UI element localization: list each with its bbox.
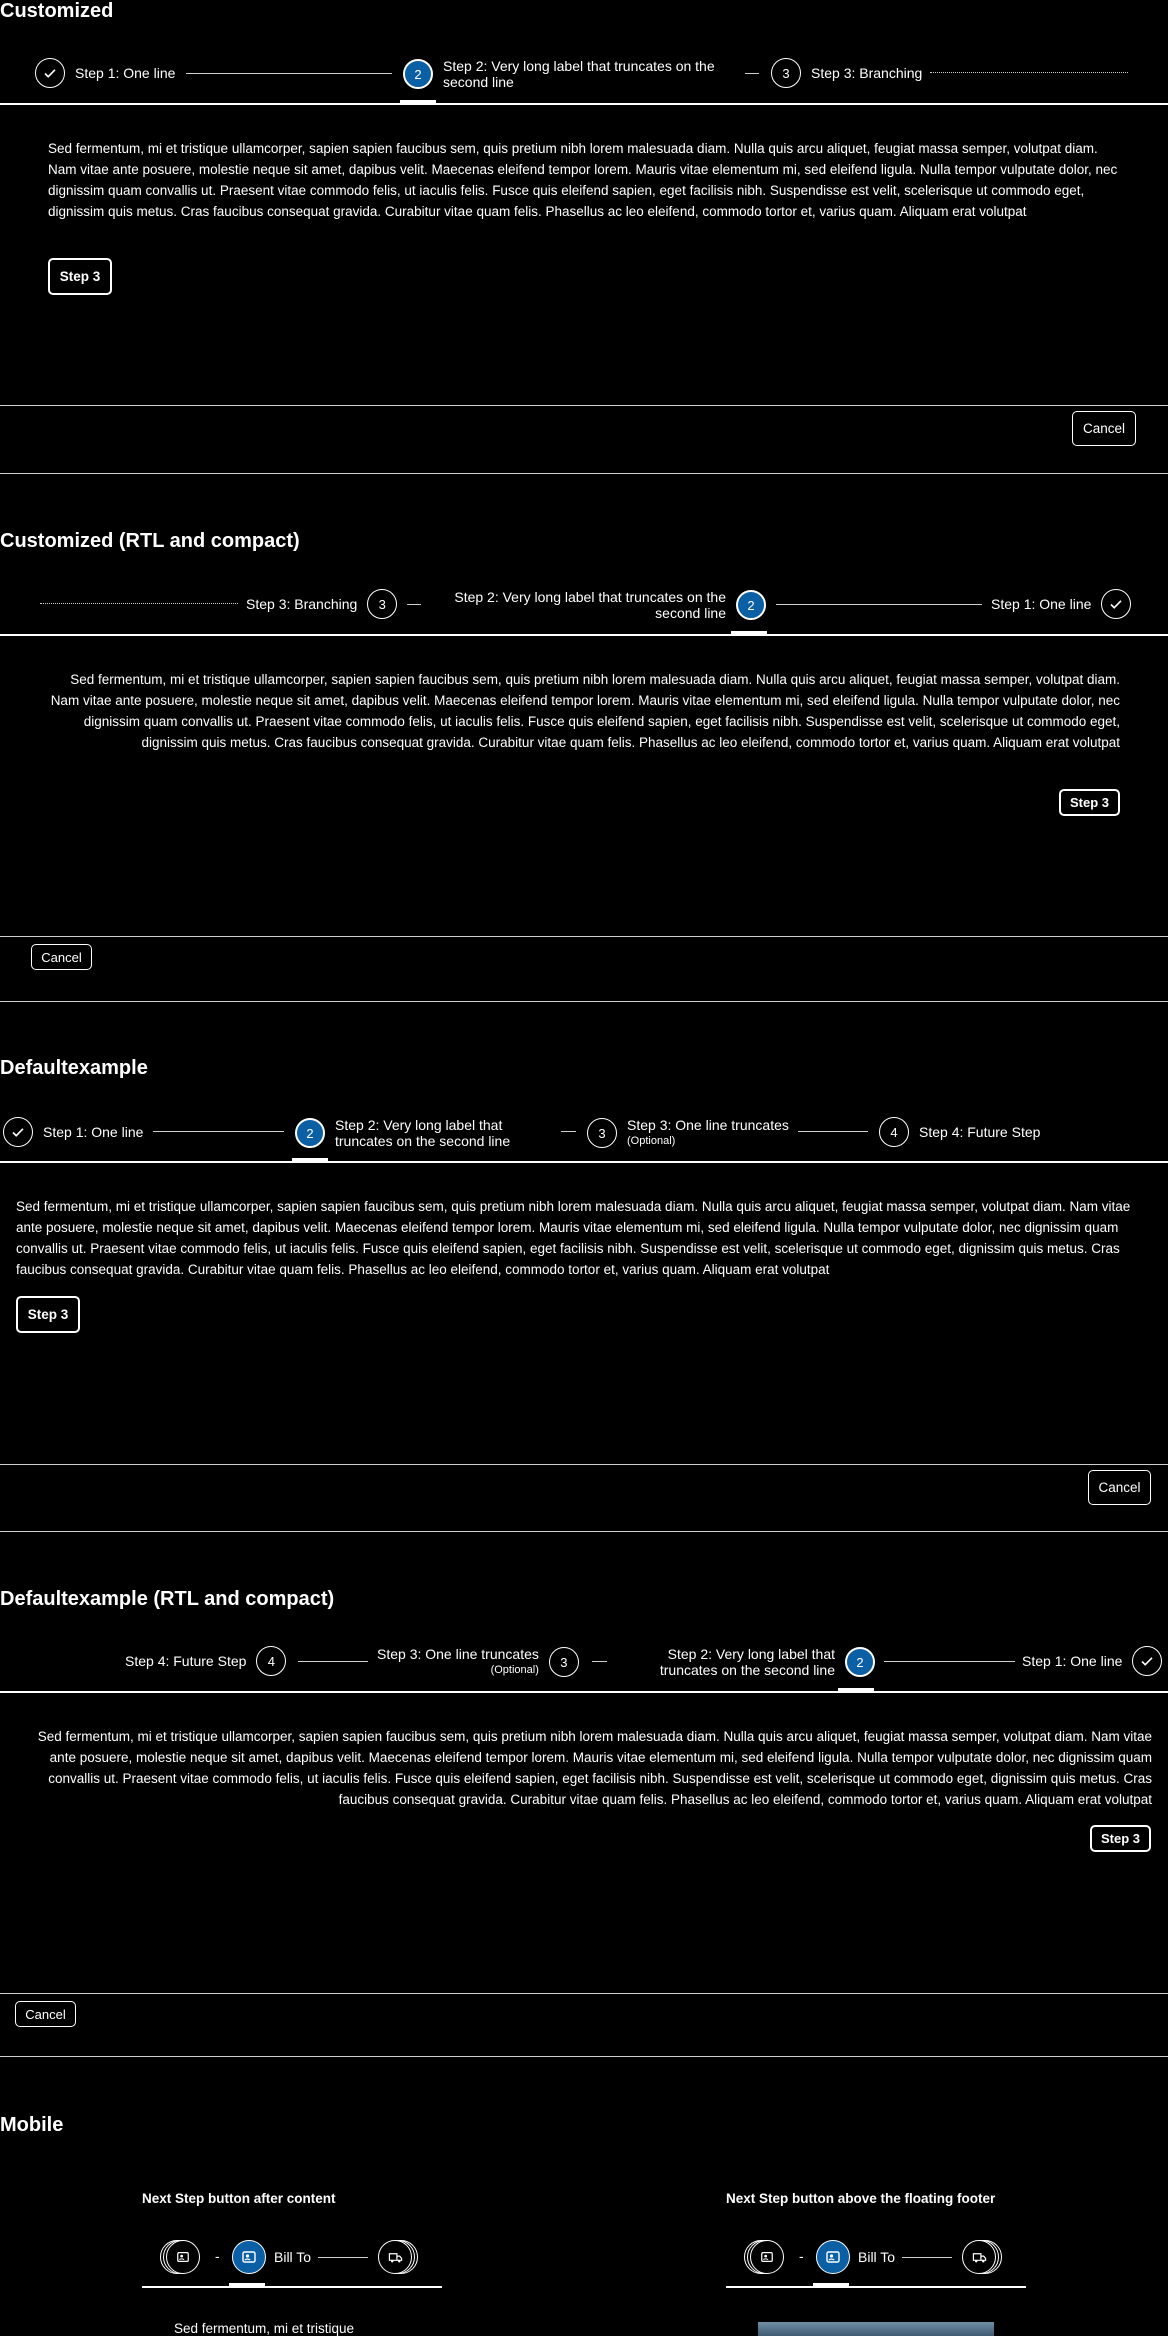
step-1[interactable] (3, 1117, 143, 1147)
step-connector (592, 1661, 607, 1662)
step-label: Step 4: Future Step (919, 1124, 1041, 1140)
cancel-button[interactable]: Cancel (31, 944, 92, 970)
step-3[interactable] (771, 58, 922, 88)
section-divider (0, 1531, 1168, 1532)
mobile-demo-title: Next Step button after content (142, 2191, 336, 2206)
step-connector (884, 1661, 1015, 1662)
step-connector (798, 1131, 868, 1132)
step-optional-label: (Optional) (627, 1135, 676, 1147)
step-label: Step 4: Future Step (125, 1653, 247, 1669)
step-bill-to-active[interactable] (816, 2240, 895, 2274)
footer-divider (0, 936, 1168, 937)
stepper-divider (0, 103, 1168, 105)
section-title-default-rtl: Defaultexample (RTL and compact) (0, 1588, 335, 1610)
step-3-button[interactable]: Step 3 (16, 1296, 80, 1333)
contact-card-icon (166, 2240, 200, 2274)
step-3-button[interactable]: Step 3 (1090, 1825, 1151, 1852)
stepper-divider (0, 1161, 1168, 1163)
cancel-button[interactable]: Cancel (1072, 411, 1136, 446)
step-label: Step 3: One line truncates (377, 1646, 539, 1662)
active-step-indicator (229, 2283, 265, 2287)
content-image (758, 2322, 994, 2336)
stepper-divider (0, 634, 1168, 636)
step-number: 3 (587, 1118, 617, 1148)
step-optional-label: (Optional) (490, 1664, 539, 1676)
step-3[interactable] (246, 589, 397, 619)
step-label: Step 1: One line (991, 596, 1092, 612)
step-connector (153, 1131, 284, 1132)
step-number: 3 (367, 589, 397, 619)
step-connector (407, 604, 421, 605)
check-icon (3, 1117, 33, 1147)
step-2-active[interactable] (403, 58, 733, 90)
step-4[interactable] (125, 1646, 286, 1676)
step-4[interactable] (879, 1117, 1040, 1147)
step-label: Step 2: Very long label that truncates on the second line (659, 1646, 835, 1678)
step-label: Step 3: Branching (811, 65, 923, 81)
stepper-divider (726, 2286, 1026, 2288)
truck-icon (378, 2240, 412, 2274)
section-divider (0, 2056, 1168, 2057)
stepper-divider (142, 2286, 442, 2288)
step-connector (776, 604, 982, 605)
check-icon (1101, 589, 1131, 619)
previous-steps-stack[interactable] (160, 2240, 200, 2274)
section-title-default: Defaultexample (0, 1057, 148, 1079)
step-connector-dotted (930, 72, 1128, 73)
check-icon (1132, 1646, 1162, 1676)
step-number: 2 (845, 1647, 875, 1677)
contact-card-icon (232, 2240, 266, 2274)
footer-divider (0, 1993, 1168, 1994)
content-paragraph: Sed fermentum, mi et tristique ullamcorper, sapien sapien faucibus sem, quis pretium nibh lorem malesuada diam. Nulla quis arcu aliquet, feugiat massa semper, volutpat diam. Nam vitae ante posuere, molestie neque sit amet, dapibus velit. Maecenas eleifend tempor lorem. Mauris vitae elementum mi, sed eleifend ligula. Nulla tempor vulputate dolor, nec dignissim quam convallis ut. Praesent vitae commodo felis, ut iaculis felis. Fusce quis eleifend sapien, eget facilisis nibh. Suspendisse est velit, scelerisque ut commodo eget, dignissim quis metus. Cras faucibus consequat gravida. Curabitur vitae quam felis. Phasellus ac leo eleifend, commodo tortor et, varius quam. Aliquam erat volutpat (50, 672, 1120, 750)
step-label: Step 1: One line (1022, 1653, 1123, 1669)
section-title-customized: Customized (0, 0, 114, 22)
step-connector (745, 73, 759, 74)
step-2-active[interactable] (295, 1117, 530, 1149)
step-label: Step 2: Very long label that truncates on the second line (454, 589, 726, 621)
step-label: Step 3: Branching (246, 596, 358, 612)
step-2-active[interactable] (434, 589, 766, 621)
next-steps-stack[interactable] (378, 2240, 418, 2274)
step-label: Step 2: Very long label that truncates on the second line (443, 58, 715, 90)
step-label: Step 3: One line truncates (627, 1117, 789, 1133)
section-divider (0, 473, 1168, 474)
stepper-divider (0, 1691, 1168, 1693)
step-number: 3 (549, 1647, 579, 1677)
mobile-demo-title: Next Step button above the floating footer (726, 2191, 996, 2206)
step-label: Bill To (858, 2249, 896, 2265)
step-number: 4 (879, 1117, 909, 1147)
truck-icon (962, 2240, 996, 2274)
contact-card-icon (750, 2240, 784, 2274)
content-paragraph: Sed fermentum, mi et tristique ullamcorper, sapien sapien faucibus sem, quis pretium nibh lorem malesuada diam. Nulla quis arcu aliquet, feugiat massa semper, volutpat diam. Nam vitae ante posuere, molestie neque sit amet, dapibus velit. Maecenas eleifend tempor lorem. Mauris vitae elementum mi, sed eleifend ligula. Nulla tempor vulputate dolor, nec dignissim quam convallis ut. Praesent vitae commodo felis, ut iaculis felis. Fusce quis eleifend sapien, eget facilisis nibh. Suspendisse est velit, scelerisque ut commodo eget, dignissim quis metus. Cras faucibus consequat gravida. Curabitur vitae quam felis. Phasellus ac leo eleifend, commodo tortor et, varius quam. Aliquam erat volutpat (16, 1199, 1131, 1277)
step-label: Bill To (274, 2249, 312, 2265)
section-title-mobile: Mobile (0, 2114, 64, 2136)
step-connector (561, 1131, 576, 1132)
step-number: 3 (771, 58, 801, 88)
active-step-indicator (813, 2283, 849, 2287)
footer-divider (0, 1464, 1168, 1465)
step-connector (298, 1661, 368, 1662)
step-3-button[interactable]: Step 3 (48, 258, 112, 295)
step-connector-dotted (40, 603, 238, 604)
step-bill-to-active[interactable] (232, 2240, 311, 2274)
step-label: Step 1: One line (43, 1124, 144, 1140)
step-1[interactable] (35, 58, 175, 88)
step-number: 2 (736, 590, 766, 620)
step-label: Step 2: Very long label that truncates on the second line (335, 1117, 511, 1149)
step-number: 2 (403, 59, 433, 89)
step-connector (186, 73, 392, 74)
cancel-button[interactable]: Cancel (15, 2001, 76, 2027)
step-3[interactable] (377, 1646, 579, 1678)
step-separator: - (215, 2248, 220, 2264)
step-number: 4 (256, 1646, 286, 1676)
step-number: 2 (295, 1118, 325, 1148)
step-1[interactable] (991, 589, 1131, 619)
footer-divider (0, 405, 1168, 406)
contact-card-icon (816, 2240, 850, 2274)
content-paragraph: Sed fermentum, mi et tristique ullamcorper, sapien sapien faucibus sem, quis pretium nibh lorem malesuada diam. Nulla quis arcu aliquet, feugiat massa semper, volutpat diam. Nam vitae ante posuere, molestie neque sit amet, dapibus velit. Maecenas eleifend tempor lorem. Mauris vitae elementum mi, sed eleifend ligula. Nulla tempor vulputate dolor, nec dignissim quam convallis ut. Praesent vitae commodo felis, ut iaculis felis. Fusce quis eleifend sapien, eget facilisis nibh. Suspendisse est velit, scelerisque ut commodo eget, dignissim quis metus. Cras faucibus consequat gravida. Curabitur vitae quam felis. Phasellus ac leo eleifend, commodo tortor et, varius quam. Aliquam erat volutpat (37, 1729, 1152, 1807)
section-title-customized-rtl: Customized (RTL and compact) (0, 530, 300, 552)
step-3-button[interactable]: Step 3 (1059, 789, 1120, 816)
section-divider (0, 1001, 1168, 1002)
step-2-active[interactable] (640, 1646, 875, 1678)
step-label: Step 1: One line (75, 65, 176, 81)
next-steps-stack[interactable] (962, 2240, 1002, 2274)
content-paragraph: Sed fermentum, mi et tristique ullamcorper, sapien sapien faucibus sem, quis pretium nibh lorem malesuada diam. Nulla quis arcu aliquet, feugiat massa semper, volutpat diam. Nam vitae ante posuere, molestie neque sit amet, dapibus velit. Maecenas eleifend tempor lorem. Mauris vitae elementum mi, sed eleifend ligula. Nulla tempor vulputate dolor, nec dignissim quam convallis ut. Praesent vitae commodo felis, ut iaculis felis. Fusce quis eleifend sapien, eget facilisis nibh. Suspendisse est velit, scelerisque ut commodo eget, dignissim quis metus. Cras faucibus consequat gravida. Curabitur vitae quam felis. Phasellus ac leo eleifend, commodo tortor et, varius quam. Aliquam erat volutpat (48, 141, 1118, 219)
step-connector (902, 2257, 952, 2258)
content-paragraph: Sed fermentum, mi et tristique (174, 2321, 355, 2336)
step-separator: - (799, 2248, 804, 2264)
previous-steps-stack[interactable] (744, 2240, 784, 2274)
step-3[interactable] (587, 1117, 789, 1149)
step-connector (318, 2257, 368, 2258)
cancel-button[interactable]: Cancel (1088, 1470, 1151, 1505)
step-1[interactable] (1022, 1646, 1162, 1676)
check-icon (35, 58, 65, 88)
